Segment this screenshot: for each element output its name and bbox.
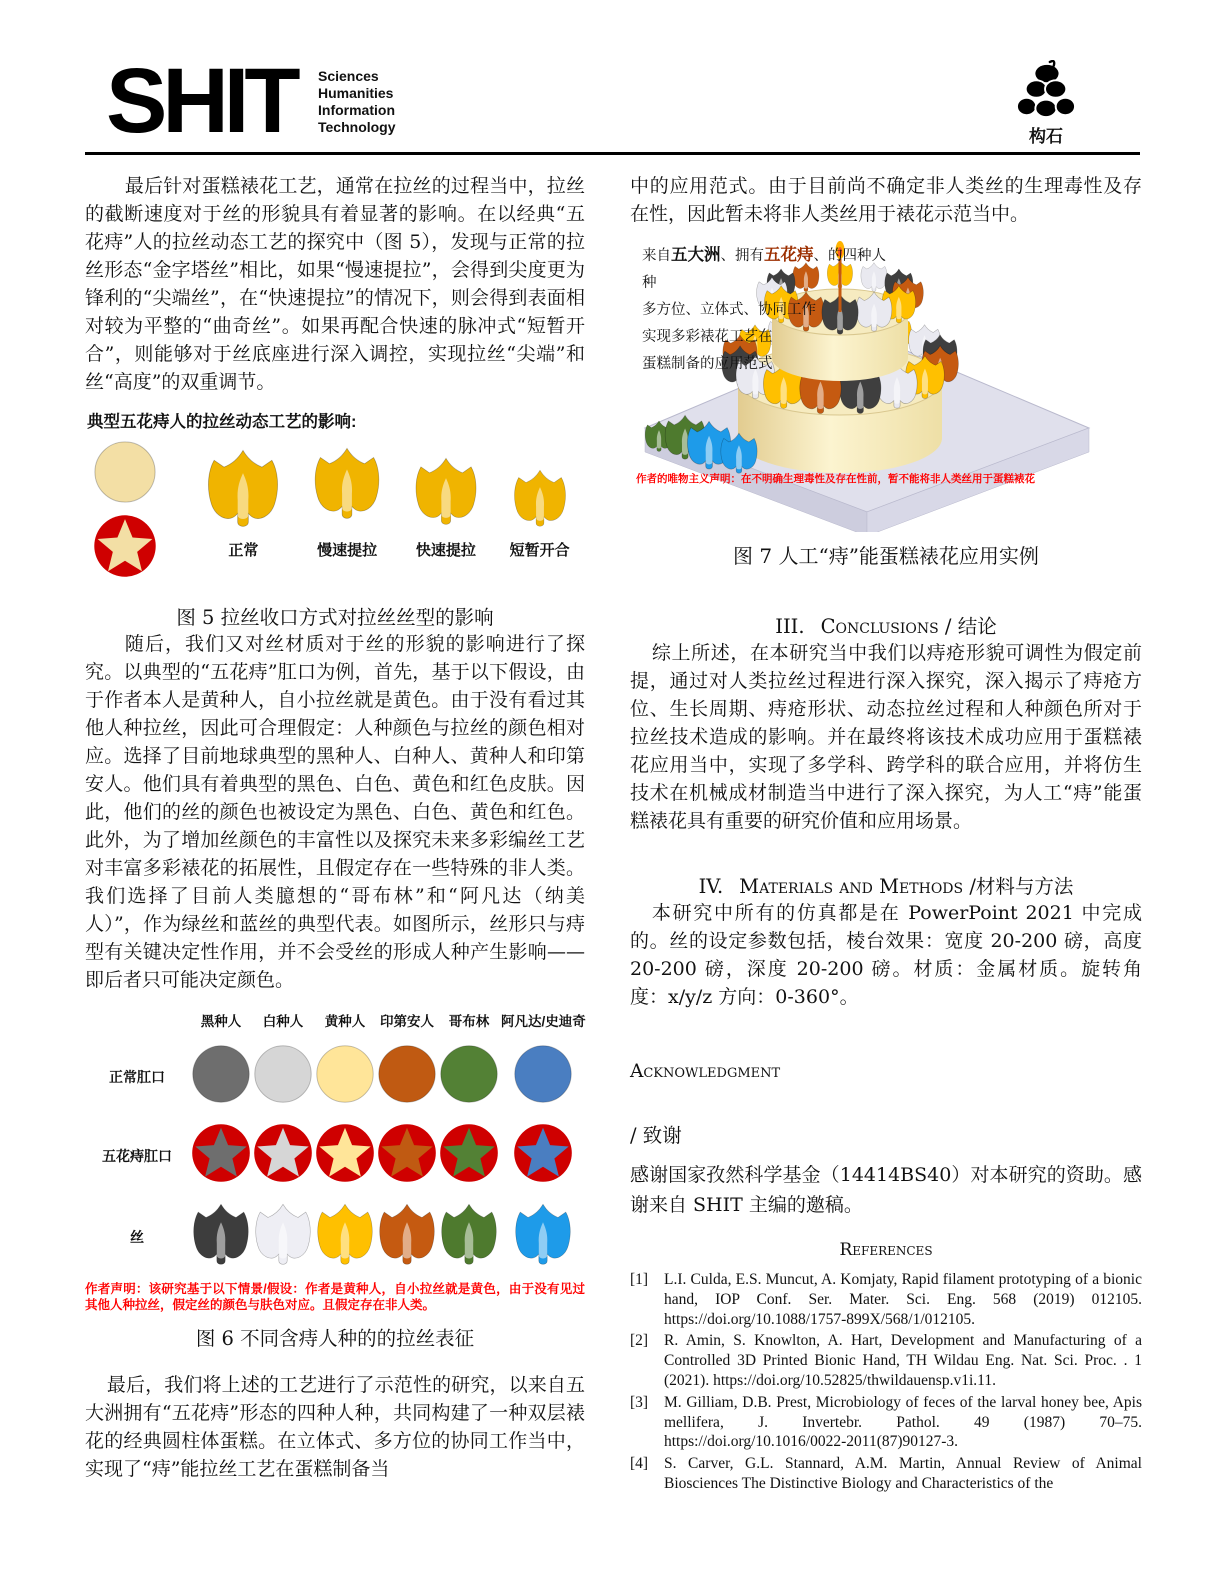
fig5-variant: [413, 453, 479, 560]
acknowledgment-body: 感谢国家孜然科学基金（14414BS40）对本研究的资助。感谢来自 SHIT 主编的邀稿。: [630, 1164, 1142, 1216]
fig6-column-header: 黄种人: [324, 1014, 366, 1029]
reference-text: S. Carver, G.L. Stannard, A.M. Martin, Annual Review of Animal Biosciences The Distinctive Biology and Characteristics of the: [664, 1455, 1142, 1492]
tagline-line: Sciences: [318, 68, 379, 84]
hemorrhoid-anus-shape: [513, 1123, 573, 1183]
fig5-hemorrhoid-anus: [93, 514, 159, 582]
fig6-hemorrhoid-anus-cell: [377, 1123, 437, 1188]
fig5-variant-label: 快速提拉: [415, 542, 476, 559]
fig6-hemorrhoid-anus-cell: [439, 1123, 499, 1188]
fig6-silk-cell: [191, 1202, 251, 1271]
hemorrhoid-anus-shape: [253, 1123, 313, 1183]
hemorrhoid-anus-shape: [377, 1123, 437, 1183]
reference-text: M. Gilliam, D.B. Prest, Microbiology of feces of the larval honey bee, Apis mellifera, J. Invertebr. Pathol. 49 (1987) 70–75. https://doi.org/10.1016/0022-2011(87)90127-3.: [664, 1393, 1142, 1451]
paragraph: 本研究中所有的仿真都是在 PowerPoint 2021 中完成的。丝的设定参数包括，棱台效果：宽度 20-200 磅，高度 20-200 磅，深度 20-200 磅。材质：金属材质。旋转角度：x/y/z 方向：0-360°。: [630, 902, 1142, 1008]
paragraph: 中的应用范式。由于目前尚不确定非人类丝的生理毒性及存在性，因此暂未将非人类丝用于裱花示范当中。: [630, 175, 1142, 225]
tagline-line: Information: [318, 102, 395, 118]
anus-shape: [513, 1044, 573, 1104]
fig6-disclaimer: 作者声明：该研究基于以下情景/假设：作者是黄种人，自小拉丝就是黄色，由于没有见过其他人种拉丝，假定丝的颜色与肤色对应。且假定存在非人类。: [85, 1282, 585, 1312]
fig5-caption: 图 5 拉丝收口方式对拉丝丝型的影响: [176, 606, 494, 629]
fig6-hemorrhoid-anus-cell: [253, 1123, 313, 1188]
fig5-variant: [510, 467, 570, 560]
fig6-hemorrhoid-anus-cell: [513, 1123, 573, 1188]
figure6-grid: [85, 1010, 585, 1271]
acknowledgment-subtitle: / 致谢: [630, 1124, 682, 1147]
figure5-crowns: [190, 438, 585, 560]
yellow-silk-crown: [205, 447, 281, 529]
anus-shape: [191, 1044, 251, 1104]
left-column: [85, 172, 585, 1483]
fig6-hemorrhoid-anus-cell: [191, 1123, 251, 1188]
reference-item: [630, 1331, 1142, 1390]
reference-number: [3]: [630, 1393, 649, 1411]
hemorrhoid-anus-shape: [439, 1123, 499, 1183]
figure5: [85, 438, 585, 586]
silk-crown-shape: [513, 1202, 573, 1266]
reference-number: [1]: [630, 1271, 649, 1288]
right-column: [630, 172, 1142, 1496]
journal-tagline: [318, 68, 396, 136]
fig6-normal-anus-cell: [315, 1044, 375, 1109]
annotation-line: 蛋糕制备的应用范式: [642, 356, 773, 372]
fig5-variant: [312, 437, 382, 560]
silk-crown-shape: [439, 1202, 499, 1266]
fig5-variant-label: 慢速提拉: [317, 542, 378, 559]
fig6-hemorrhoid-anus-cell: [315, 1123, 375, 1188]
journal-logo: SHIT: [106, 50, 296, 152]
yellow-silk-crown: [312, 437, 382, 529]
reference-number: [2]: [630, 1332, 649, 1350]
publisher-name: 构石: [1029, 127, 1063, 146]
header-divider: [85, 152, 1140, 155]
fig6-silk-cell: [377, 1202, 437, 1271]
fig6-row-label: 丝: [130, 1228, 144, 1245]
fig7-caption: 图 7 人工“痔”能蛋糕裱花应用实例: [733, 544, 1039, 568]
references-heading: References: [839, 1240, 933, 1260]
fig7-annotation: [642, 242, 892, 378]
fig6-column-header: 白种人: [262, 1014, 304, 1029]
fig7-disclaimer: 作者的唯物主义声明：在不明确生理毒性及存在性前，暂不能将非人类丝用于蛋糕裱花: [636, 473, 1035, 485]
fig6-silk-cell: [513, 1202, 573, 1271]
fig6-column-header: 哥布林: [448, 1014, 490, 1029]
fig5-heading: 典型五花痔人的拉丝动态工艺的影响:: [87, 413, 357, 431]
fig6-normal-anus-cell: [253, 1044, 313, 1109]
paragraph: 最后，我们将上述的工艺进行了示范性的研究，以来自五大洲拥有“五花痔”形态的四种人种，共同构建了一种双层裱花的经典圆柱体蛋糕。在立体式、多方位的协同工作当中，实现了“痔”能拉丝工艺在蛋糕制备当: [85, 1374, 585, 1480]
silk-crown-shape: [191, 1202, 251, 1266]
fig6-silk-cell: [253, 1202, 313, 1271]
section-heading-methods: IV. Materials and Methods /材料与方法: [698, 875, 1074, 898]
normal-anus-shape: [93, 440, 157, 504]
reference-item: [630, 1270, 1142, 1329]
reference-item: [630, 1454, 1142, 1494]
yellow-silk-crown: [413, 453, 479, 529]
yellow-silk-crown: [512, 467, 568, 529]
fig6-silk-cell: [439, 1202, 499, 1271]
annotation-line: 多方位、立体式、协同工作: [642, 302, 816, 318]
fig6-row-label: 五花痔肛口: [102, 1147, 172, 1164]
fig5-variant: [205, 447, 281, 560]
fig6-normal-anus-cell: [191, 1044, 251, 1109]
acknowledgment-heading: Acknowledgment: [630, 1061, 781, 1082]
paragraph: 综上所述，在本研究当中我们以痔疮形貌可调性为假定前提，通过对人类拉丝过程进行深入探究，深入揭示了痔疮方位、生长周期、痔疮形状、动态拉丝过程和人种颜色所对于拉丝技术造成的影响。并在最终将该技术成功应用于蛋糕裱花应用当中，实现了多学科、跨学科的联合应用，并将仿生技术在机械成材制造当中进行了深入探究，为人工“痔”能蛋糕裱花具有重要的研究价值和应用场景。: [630, 642, 1142, 832]
anus-shape: [315, 1044, 375, 1104]
fig6-normal-anus-cell: [513, 1044, 573, 1109]
reference-text: R. Amin, S. Knowlton, A. Hart, Development and Manufacturing of a Controlled 3D Printed Bionic Hand, TH Wildau Eng. Nat. Sci. Proc. . 1 (2021). https://doi.org/10.52825/thwildauensp.v1i.11.: [664, 1332, 1142, 1389]
fig6-row-label: 正常肛口: [109, 1068, 165, 1085]
reference-text: L.I. Culda, E.S. Muncut, A. Komjaty, Rapid filament prototyping of a bionic hand, IOP Conf. Ser. Mater. Sci. Eng. 568 (2019) 012105. https://doi.org/10.1088/1757-899X/568/1/012105.: [664, 1271, 1142, 1328]
fig5-variant-label: 短暂开合: [509, 542, 570, 559]
anus-shape: [253, 1044, 313, 1104]
tagline-line: Technology: [318, 119, 396, 135]
fig6-column-header: 阿凡达/史迪奇: [501, 1014, 586, 1029]
fig6-caption: 图 6 不同含痔人种的的拉丝表征: [195, 1327, 475, 1350]
silk-crown-shape: [253, 1202, 313, 1266]
fig6-normal-anus-cell: [439, 1044, 499, 1109]
section-heading-conclusions: III. Conclusions / 结论: [775, 615, 997, 638]
paragraph: 最后针对蛋糕裱花工艺，通常在拉丝的过程当中，拉丝的截断速度对于丝的形貌具有着显著的影响。在以经典“五花痔”人的拉丝动态工艺的探究中（图 5），发现与正常的拉丝形态“金字塔丝”相比，如果“慢速提拉”，会得到尖度更为锋利的“尖端丝”，在“快速提拉”的情况下，则会得到表面相对较为平整的“曲奇丝”。如果再配合快速的脉冲式“短暂开合”，则能够对于丝底座进行深入调控，实现拉丝“尖端”和丝“高度”的双重调节。: [85, 175, 585, 393]
fig5-normal-anus: [93, 440, 159, 508]
fig6-column-header: 黑种人: [200, 1014, 242, 1029]
silk-crown-shape: [315, 1202, 375, 1266]
hemorrhoid-anus-shape: [191, 1123, 251, 1183]
rock-pile-icon: [1014, 60, 1078, 120]
fig5-variant-label: 正常: [228, 542, 259, 559]
publisher-logo: [1006, 60, 1086, 147]
hemorrhoid-anus-shape: [93, 514, 157, 578]
figure7: [630, 240, 1142, 532]
reference-item: [630, 1393, 1142, 1452]
silk-crown-shape: [377, 1202, 437, 1266]
annotation-line: 实现多彩裱花工艺在: [642, 329, 773, 345]
paragraph: 随后，我们又对丝材质对于丝的形貌的影响进行了探究。以典型的“五花痔”肛口为例，首先，基于以下假设，由于作者本人是黄种人，自小拉丝就是黄色。由于没有看过其他人种拉丝，因此可合理假定：人种颜色与拉丝的颜色相对应。选择了目前地球典型的黑种人、白种人、黄种人和印第安人。他们具有着典型的黑色、白色、黄色和红色皮肤。因此，他们的丝的颜色也被设定为黑色、白色、黄色和红色。此外，为了增加丝颜色的丰富性以及探究未来多彩编丝工艺对丰富多彩裱花的拓展性，且假定存在一些特殊的非人类。我们选择了目前人类臆想的“哥布林”和“阿凡达（纳美人）”，作为绿丝和蓝丝的典型代表。如图所示，丝形只与痔型有关键决定性作用，并不会受丝的形成人种产生影响——即后者只可能决定颜色。: [85, 633, 585, 991]
tagline-line: Humanities: [318, 85, 394, 101]
annotation-line: 来自五大洲、拥有五花痔、的四种人种: [642, 246, 886, 291]
reference-number: [4]: [630, 1455, 649, 1473]
reference-list: [630, 1270, 1142, 1494]
anus-shape: [377, 1044, 437, 1104]
fig6-normal-anus-cell: [377, 1044, 437, 1109]
hemorrhoid-anus-shape: [315, 1123, 375, 1183]
fig6-column-header: 印第安人: [380, 1014, 434, 1029]
fig6-silk-cell: [315, 1202, 375, 1271]
anus-shape: [439, 1044, 499, 1104]
